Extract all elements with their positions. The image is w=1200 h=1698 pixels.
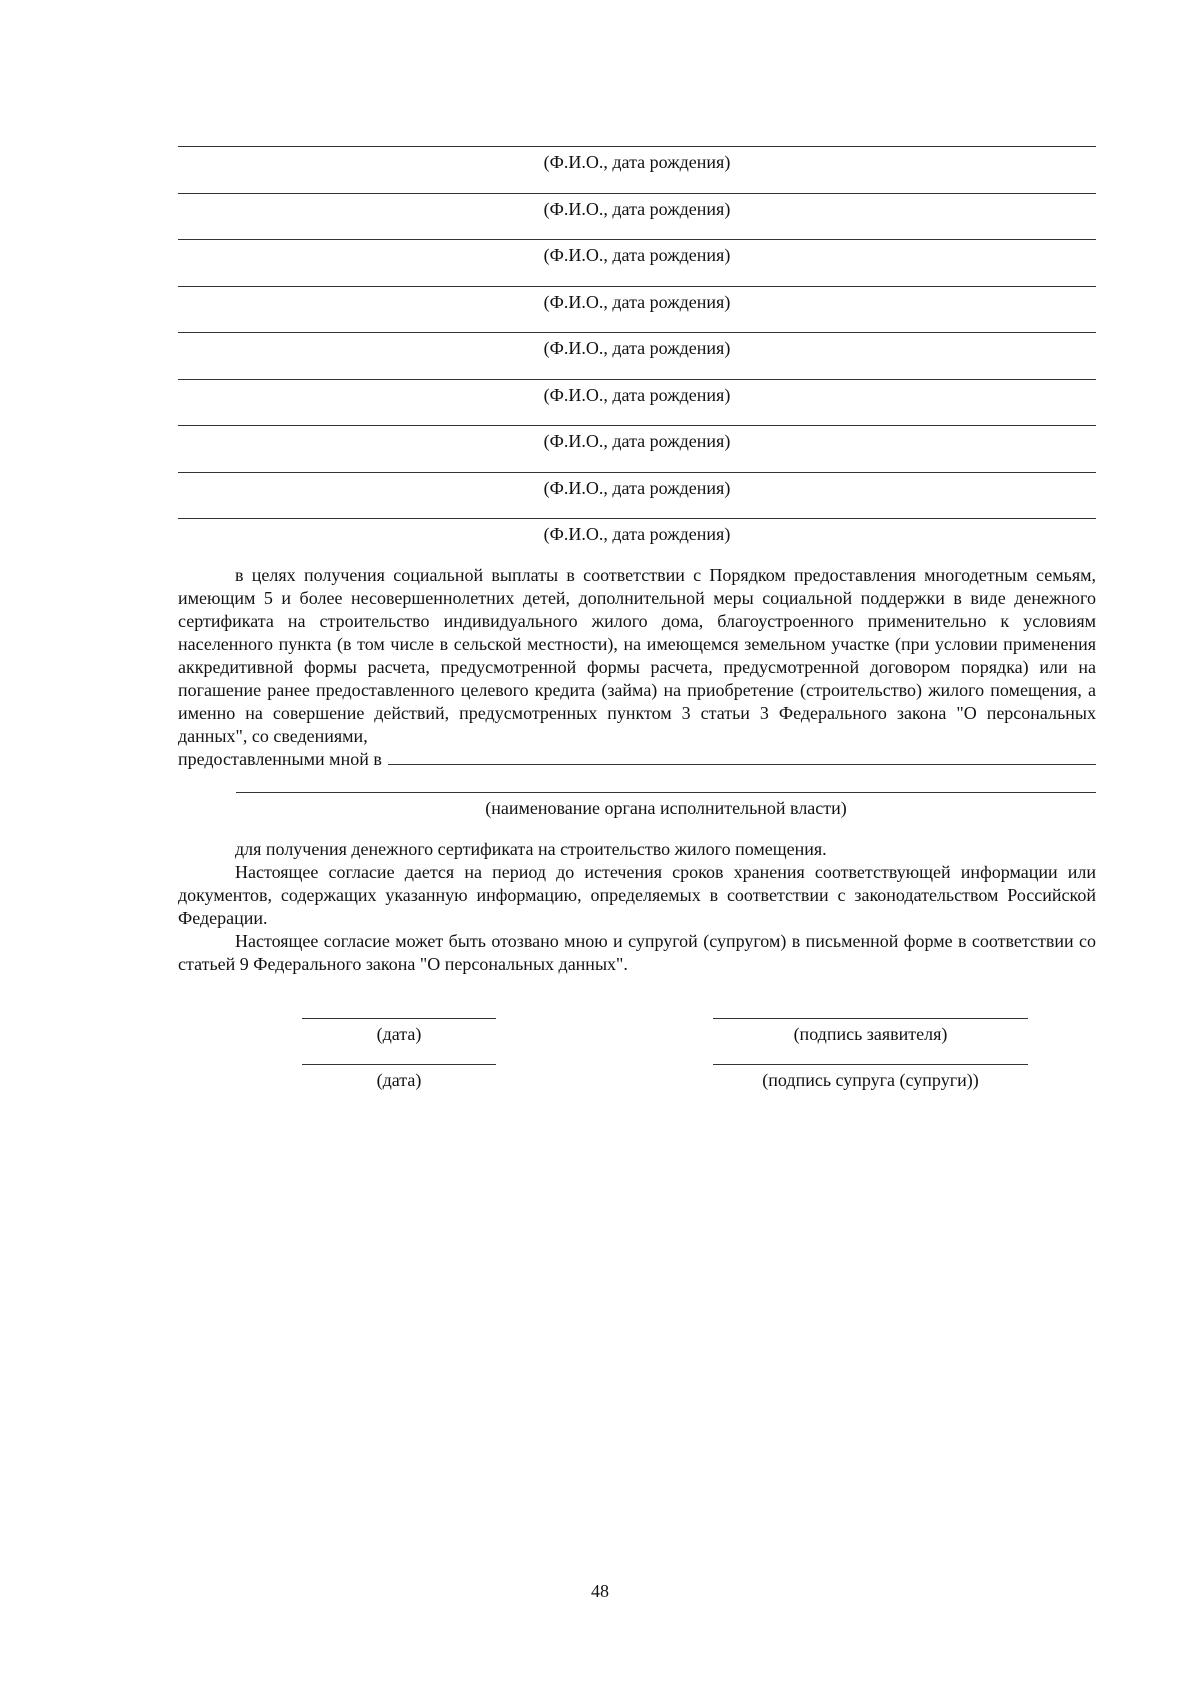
fio-list [178, 146, 1096, 565]
fio-caption: (Ф.И.О., дата рождения) [543, 338, 731, 358]
date-caption: (дата) [376, 1070, 422, 1090]
fio-caption: (Ф.И.О., дата рождения) [543, 291, 731, 312]
fio-row [178, 193, 1096, 240]
fio-caption: (Ф.И.О., дата рождения) [543, 245, 731, 265]
purpose-line: для получения денежного сертификата на строительство жилого помещения. [235, 839, 827, 859]
spouse-signature-line [713, 1064, 1028, 1089]
fio-row [178, 332, 1096, 379]
fio-caption: (Ф.И.О., дата рождения) [543, 198, 731, 219]
consent-revoke-paragraph: Настоящее согласие может быть отозвано мною и супругой (супругом) в письменной форме в соответствии со статьей 9 Федерального закона "О персональных данных". [178, 931, 1096, 974]
applicant-signature-line [713, 1018, 1028, 1043]
fio-row [178, 472, 1096, 519]
date-signature-line-1 [302, 1018, 496, 1043]
fio-caption: (Ф.И.О., дата рождения) [543, 152, 731, 172]
page-number: 48 [591, 1581, 609, 1601]
applicant-signature-caption: (подпись заявителя) [793, 1024, 948, 1044]
organ-fill-line [388, 748, 1096, 765]
fio-caption: (Ф.И.О., дата рождения) [543, 524, 731, 544]
fio-row [178, 518, 1096, 565]
fio-caption: (Ф.И.О., дата рождения) [543, 431, 731, 451]
organ-caption-line [236, 792, 1096, 817]
consent-period-paragraph: Настоящее согласие дается на период до истечения сроков хранения соответствующей информации или документов, содержащих указанную информацию, определяемых в соответствии с законодательством Российской Федерации. [178, 862, 1096, 928]
organ-caption: (наименование органа исполнительной власти) [485, 798, 847, 818]
fio-row [178, 286, 1096, 333]
spouse-signature-caption: (подпись супруга (супруги)) [762, 1070, 979, 1090]
fio-row [178, 239, 1096, 286]
purpose-text: в целях получения социальной выплаты в соответствии с Порядком предоставления многодетным семьям, имеющим 5 и более несовершеннолетних детей, дополнительной меры социальной поддержки в виде денежного сертификата на строительство индивидуального жилого дома, благоустроенного применительно к условиям населенного пункта (в том числе в сельской местности), на имеющемся земельном участке (при условии применения аккредитивной формы расчета, предусмотренной формы расчета, предусмотренной договором порядка) или на погашение ранее предоставленного целевого кредита (займа) на приобретение (строительство) жилого помещения, а именно на совершение действий, предусмотренных пунктом 3 статьи 3 Федерального закона "О персональных данных", со сведениями, [178, 565, 1096, 746]
provided-by-label: предоставленными мной в [178, 749, 382, 769]
date-signature-line-2 [302, 1064, 496, 1089]
consent-section [178, 838, 1096, 976]
fio-row [178, 425, 1096, 472]
fio-row [178, 146, 1096, 193]
date-caption: (дата) [376, 1024, 422, 1044]
fio-caption: (Ф.И.О., дата рождения) [543, 384, 731, 405]
purpose-last-line [178, 748, 1096, 771]
fio-caption: (Ф.И.О., дата рождения) [543, 477, 731, 498]
purpose-paragraph [178, 564, 1096, 771]
fio-row [178, 379, 1096, 426]
